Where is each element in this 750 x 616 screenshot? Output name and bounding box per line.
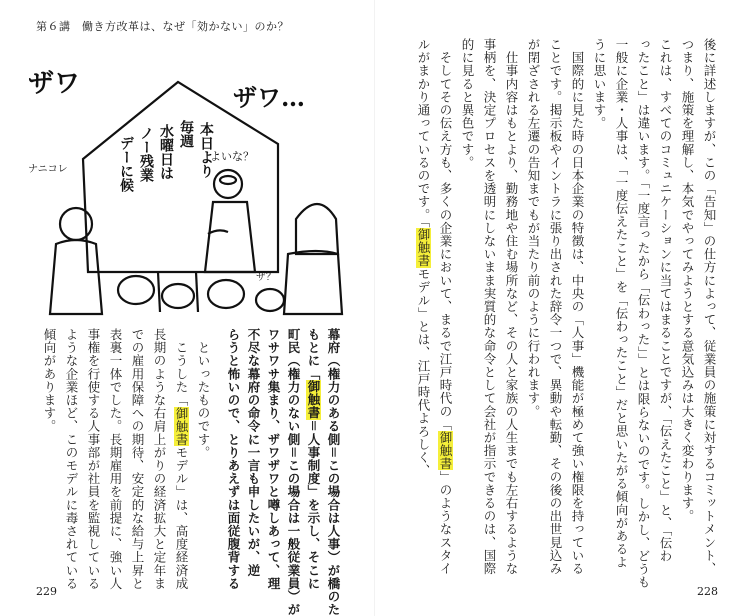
text-column: 不尽な幕府の命令に一言も申したいが、逆 bbox=[246, 328, 261, 577]
sign-line: ノー残業 bbox=[138, 126, 154, 182]
text-column: 表裏一体でした。長期雇用を前提に、強い人 bbox=[108, 328, 123, 590]
text-column: での雇用保障への期待、安定的な給与上昇と bbox=[130, 328, 145, 590]
text-column: 長期のような右肩上がりの経済拡大と定年ま bbox=[152, 328, 167, 590]
text-column: 幕府（権力のある側＝この場合は人事）が橋のた bbox=[326, 328, 341, 616]
speech-boss: よいな？ bbox=[210, 150, 254, 163]
text-column: そしてその伝え方も、多くの企業において、まるで江戸時代の「御触書」のようなスタイ bbox=[438, 38, 453, 576]
text-column: ワサワサ集まり、ザワザワと噂しあって、理 bbox=[266, 328, 281, 590]
text-column: 傾向があります。 bbox=[42, 328, 57, 433]
text-column: つまり、施策を理解し、本気でやってみようとする意気込みは大きく変わります。 bbox=[680, 38, 695, 523]
text-column: ような企業ほど、このモデルに毒されている bbox=[64, 328, 79, 590]
text-column: これは、すべてのコミュニケーションに当てはまることですが、「伝えたこと」と、「伝わ bbox=[658, 38, 673, 563]
text-column: らうと怖いので、とりあえずは面従腹背する bbox=[226, 328, 241, 590]
right-page bbox=[375, 0, 750, 616]
text-column: が閉ざされる左遷の告知までもが当たり前のように行われます。 bbox=[526, 38, 541, 418]
sign-line: 毎週 bbox=[178, 120, 194, 148]
text-column: ルがまかり通っているのです。「御触書モデル」とは、江戸時代よろしく、 bbox=[416, 38, 431, 478]
text-column: 一般に企業・人事は、「一度伝えたこと」を「伝わったこと」だと思いたがる傾向があるよ bbox=[614, 38, 629, 569]
text-column: こうした「御触書モデル」は、高度経済成 bbox=[174, 328, 189, 591]
page-number-left: 229 bbox=[36, 585, 57, 598]
sign-line: デーに候 bbox=[118, 136, 134, 192]
sfx-left: ザワ bbox=[28, 69, 81, 99]
sign-line: 本日より bbox=[198, 122, 214, 178]
text-column: 国際的に見た時の日本企業の特徴は、中央の「人事」機能が極めて強い権限を持っている bbox=[570, 38, 585, 576]
speech-b: ザ？ bbox=[256, 272, 276, 283]
text-column: うに思います。 bbox=[592, 38, 607, 130]
sfx-right: ザワ… bbox=[233, 83, 305, 112]
text-column: 後に詳述しますが、この「告知」の仕方によって、従業員の施策に対するコミットメント、 bbox=[702, 38, 717, 576]
text-column: といったものです。 bbox=[196, 328, 211, 459]
text-column: 的に見ると異色です。 bbox=[460, 38, 475, 169]
manga-illustration bbox=[28, 64, 350, 316]
text-column: もとに「御触書＝人事制度」を示し、そこに bbox=[306, 328, 321, 591]
text-column: ことです。掲示板やイントラに張り出された辞令一つで、異動や転勤、その後の出世見込み bbox=[548, 38, 563, 576]
speech-a: ナニコレ bbox=[28, 164, 68, 175]
text-column: 事権を行使する人事部が社員を監視している bbox=[86, 328, 101, 590]
text-column: 仕事内容はもとより、勤務地や住む場所など、その人と家族の人生までも左右するような bbox=[504, 38, 519, 576]
text-column: ったこと」は違います。「一度言ったから「伝わった」」とは限らないのです。しかし、どうも bbox=[636, 38, 651, 589]
text-column: 町民（権力のない側＝この場合は一般従業員）が bbox=[286, 328, 301, 616]
page-number-right: 228 bbox=[697, 585, 718, 598]
text-column: 事柄を、決定プロセスを透明にしないまま実質的な命令として会社が指示できるのは、国際 bbox=[482, 38, 497, 576]
sign-line: 水曜日は bbox=[158, 124, 174, 180]
running-header: 第６講 働き方改革は、なぜ「効かない」のか？ bbox=[36, 20, 289, 33]
